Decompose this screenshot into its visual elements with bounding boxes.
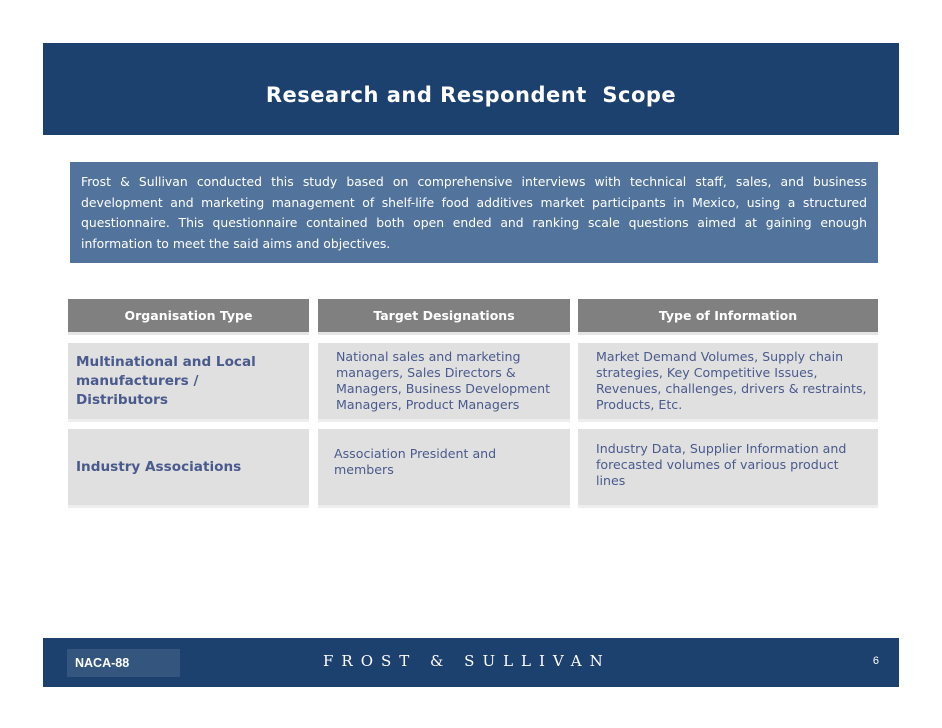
- intro-text: Frost & Sullivan conducted this study based on comprehensive interviews with technical staff, sales, and business development and marketing management of shelf-life food additives market participants in Mexico, using a structured questionnaire. This questionnaire contained both open ended and ranking scale questions aimed at gaining enough information to meet the said aims and objectives.: [81, 174, 867, 251]
- table-row-2-organisation: [68, 429, 309, 508]
- table-row-1-information: [578, 343, 878, 422]
- page-number: 6: [872, 655, 879, 667]
- column-header-type-of-information: Type of Information: [578, 299, 878, 335]
- information-text: Industry Data, Supplier Information and forecasted volumes of various product lines: [596, 441, 847, 488]
- table-row-2-designations: [318, 429, 570, 508]
- table-row-1-organisation: [68, 343, 309, 422]
- document-code: NACA-88: [67, 649, 180, 677]
- footer-bar: [43, 638, 899, 687]
- intro-box: [70, 162, 878, 263]
- organisation-label: Industry Associations: [76, 458, 242, 475]
- column-header-organisation-type: Organisation Type: [68, 299, 309, 335]
- information-text: Market Demand Volumes, Supply chain strategies, Key Competitive Issues, Revenues, challenges, drivers & restraints, Products, Etc.: [596, 349, 867, 412]
- designations-text: Association President and members: [334, 446, 497, 477]
- designations-text: National sales and marketing managers, Sales Directors & Managers, Business Development Managers, Product Managers: [336, 349, 551, 412]
- table-row-1-designations: [318, 343, 570, 422]
- table-row-2-information: [578, 429, 878, 508]
- brand-logo: FROST & SULLIVAN: [323, 652, 611, 670]
- organisation-label: Multinational and Local manufacturers / Distributors: [76, 353, 256, 408]
- title-banner: [43, 43, 899, 135]
- page-title: Research and Respondent Scope: [265, 83, 677, 107]
- column-header-target-designations: Target Designations: [318, 299, 570, 335]
